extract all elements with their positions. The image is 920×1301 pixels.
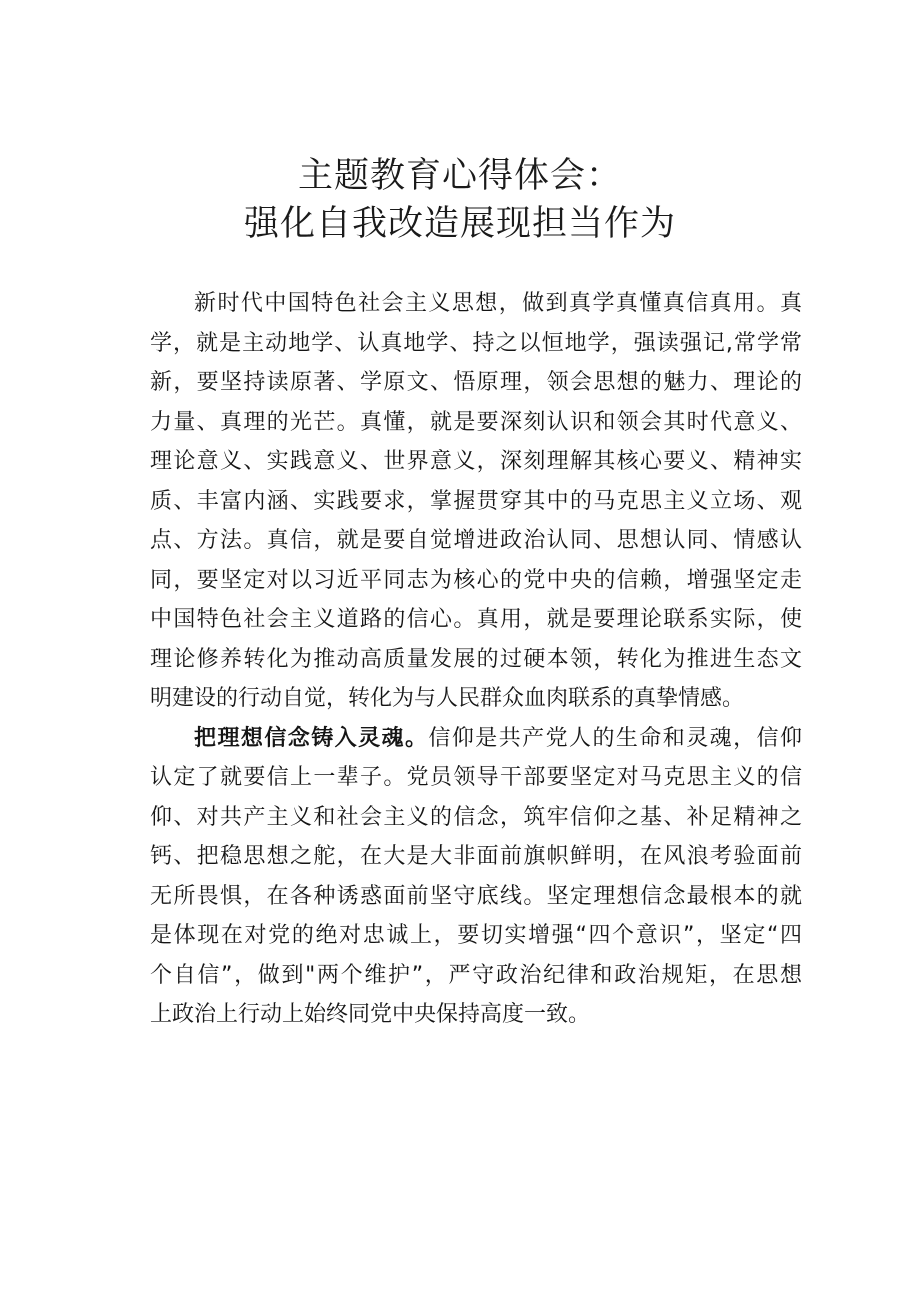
- text-line: 质、丰富内涵、实践要求，掌握贯穿其中的马克思主义立场、观: [150, 488, 802, 514]
- title-line-1: 主题教育心得体会：: [297, 156, 622, 196]
- text-line: 中国特色社会主义道路的信心。真用，就是要理论联系实际，使: [150, 607, 802, 632]
- paragraph-lead-heading: 把理想信念铸入灵魂。: [194, 725, 429, 751]
- text-line: 仰、对共产主义和社会主义的信念，筑牢信仰之基、补足精神之: [150, 804, 802, 830]
- text-line: [150, 719, 802, 759]
- text-line: 上政治上行动上始终同党中央保持高度一致。: [150, 1002, 591, 1027]
- title-line-2: 强化自我改造展现担当作为: [243, 204, 676, 244]
- text-line: 理论意义、实践意义、世界意义，深刻理解其核心要义、精神实: [150, 449, 802, 474]
- text-line: 无所畏惧，在各种诱惑面前坚守底线。坚定理想信念最根本的就: [150, 883, 802, 909]
- text-line: 钙、把稳思想之舵，在大是大非面前旗帜鲜明，在风浪考验面前: [150, 844, 802, 869]
- document-title: [0, 152, 920, 248]
- text-line: 力量、真理的光芒。真懂，就是要深刻认识和领会其时代意义、: [150, 409, 802, 435]
- text-line: 认定了就要信上一辈子。党员领导干部要坚定对马克思主义的信: [150, 765, 802, 790]
- text-line: 同，要坚定对以习近平同志为核心的党中央的信赖，增强坚定走: [150, 567, 802, 593]
- document-body: [150, 284, 802, 1035]
- text-line: 点、方法。真信，就是要自觉增进政治认同、思想认同、情感认: [150, 528, 802, 553]
- paragraph-2: [150, 719, 802, 1035]
- paragraph-lead-rest: 信仰是共产党人的生命和灵魂，信仰: [428, 725, 802, 751]
- text-line: 新时代中国特色社会主义思想，做到真学真懂真信真用。真: [194, 291, 802, 316]
- text-line: 学，就是主动地学、认真地学、持之以恒地学，强读强记,常学常: [150, 330, 802, 356]
- paragraph-1: [150, 284, 802, 719]
- text-line: 是体现在对党的绝对忠诚上，要切实增强“四个意识”，坚定“四: [150, 923, 802, 948]
- text-line: 个自信”，做到"两个维护”，严守政治纪律和政治规矩，在思想: [150, 962, 802, 988]
- text-line: 新，要坚持读原著、学原文、悟原理，领会思想的魅力、理论的: [150, 370, 802, 395]
- text-line: 明建设的行动自觉，转化为与人民群众血肉联系的真挚情感。: [150, 686, 745, 711]
- text-line: 理论修养转化为推动高质量发展的过硬本领，转化为推进生态文: [150, 646, 802, 672]
